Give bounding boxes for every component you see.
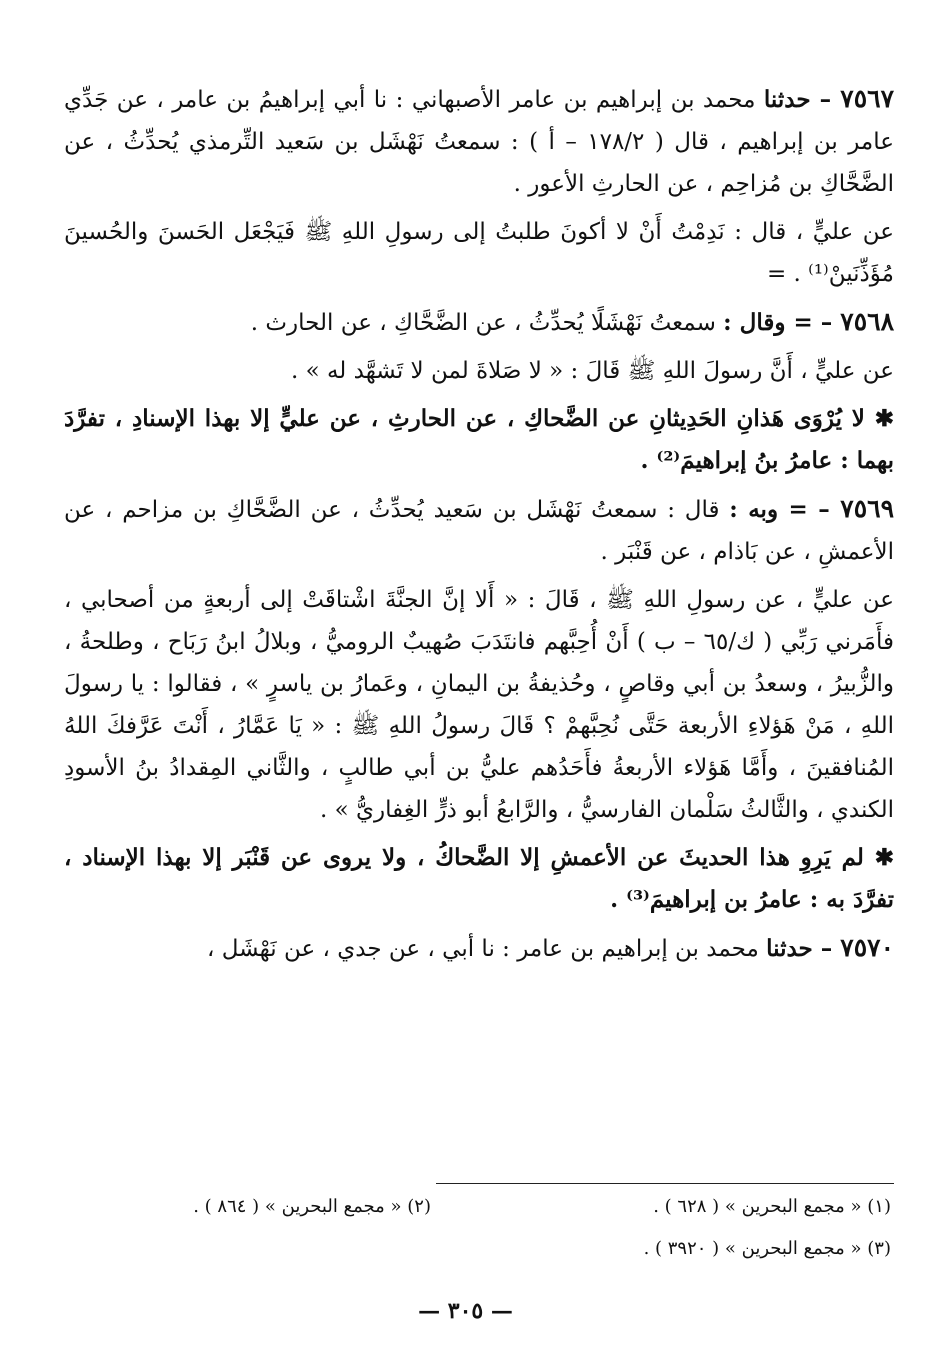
hadith-matn bbox=[64, 211, 894, 295]
hadith-matn bbox=[64, 579, 894, 831]
footnote-text: « مجمع البحرين » ( ٣٩٢٠ ) . bbox=[643, 1238, 862, 1259]
footnote bbox=[51, 1196, 431, 1217]
hadith-lead: – حدثنا bbox=[763, 86, 841, 113]
hadith-number: ٧٥٦٧ bbox=[840, 84, 894, 113]
hadith-text: عن عليٍّ ، عن رسولِ اللهِ ﷺ ، قَالَ : « أَلا إنَّ الجنَّةَ اشْتاقَتْ إلى أربعةٍ من أصحابي ، فأَمَرني رَبِّي ( ك/٦٥ – ب ) أَنْ أُحِبَّهم فانتَدَبَ صُهيبٌ الروميُّ ، وبلالُ ابنُ رَبَاح ، وطلحةُ ، والزُّبيرُ ، وسعدُ بن أبي وقاصٍ ، وحُذيفةُ بن اليمانِ ، وعَمارُ بن ياسرٍ » ، فقالوا : يا رسولَ اللهِ ، مَنْ هَؤلاءِ الأربعة حَتَّى نُحِبَّهمْ ؟ قَالَ رسولُ اللهِ ﷺ : « يَا عَمَّارُ ، أَنْتَ عَرَّفكَ اللهُ المُنافقينَ ، وأَمَّا هَؤلاء الأربعةُ فأَحَدُهم عليُّ بن أبي طالبٍ ، والثَّاني المِقدادُ بنُ الأسودِ الكندي ، والثَّالثُ سَلْمان الفارسيُّ ، والرَّابعُ أبو ذرٍّ الغِفاريُّ » . bbox=[64, 587, 894, 823]
footnote-text: « مجمع البحرين » ( ٨٦٤ ) . bbox=[193, 1196, 402, 1217]
hadith-text: عن عليٍّ ، قال : نَدِمْتُ أَنْ لا أكونَ طلبتُ إلى رسولِ اللهِ ﷺ فَيَجْعَل الحَسنَ والحُسينَ مُؤَذِّنَينْ⁽¹⁾ . = bbox=[64, 219, 894, 287]
footnote bbox=[511, 1196, 891, 1217]
hadith-text: محمد بن إبراهيم بن عامر : نا أبي ، عن جدي ، عن نَهْشَل ، bbox=[207, 936, 767, 962]
hadith-lead: – حدثنا bbox=[766, 935, 841, 962]
editor-note bbox=[64, 398, 894, 482]
footnote-mark: (١) bbox=[867, 1196, 891, 1217]
hadith-lead: – = وبه : bbox=[729, 496, 841, 523]
hadith-matn bbox=[64, 350, 894, 392]
hadith-text: قال : سمعتُ نَهْشَل بن سَعيد يُحدِّثُ ، عن الضَّحَّاكِ بن مزاحم ، عن الأعمشِ ، عن بَاذام ، عن قَنْبَر . bbox=[64, 497, 894, 565]
hadith-number: ٧٥٦٨ bbox=[840, 307, 894, 336]
hadith-text: عن عليٍّ ، أَنَّ رسولَ اللهِ ﷺ قَالَ : « لا صَلاةَ لمن لا تَشهَّد له » . bbox=[290, 358, 894, 384]
footnote-text: « مجمع البحرين » ( ٦٢٨ ) . bbox=[653, 1196, 862, 1217]
hadith-paragraph bbox=[64, 488, 894, 573]
hadith-lead: – = وقال : bbox=[723, 309, 841, 336]
hadith-text: محمد بن إبراهيم بن عامر الأصبهاني : نا أبي إبراهيمُ بن عامر ، عن جَدِّي عامر بن إبراهيم ، قال ( ١٧٨/٢ – أ ) : سمعتُ نَهْشَل بن سَعيد التِّرمذي يُحدِّثُ ، عن الضَّحَّاكِ بن مُزاحِم ، عن الحارثِ الأعور . bbox=[64, 87, 894, 197]
note-text: ✱ لا يُرْوَى هَذانِ الحَدِيثانِ عن الضَّحاكِ ، عن الحارثِ ، عن عليٍّ إلا بهذا الإسنادِ ، تفرَّدَ بهما : عامرُ بنُ إبراهيمَ⁽²⁾ . bbox=[64, 405, 894, 474]
hadith-number: ٧٥٦٩ bbox=[840, 494, 894, 523]
footnote bbox=[511, 1238, 891, 1259]
hadith-paragraph bbox=[64, 78, 894, 205]
hadith-paragraph bbox=[64, 927, 894, 970]
hadith-text: سمعتُ نَهْشَلًا يُحدِّثُ ، عن الضَّحَّاكِ ، عن الحارث . bbox=[250, 310, 724, 336]
hadith-paragraph bbox=[64, 301, 894, 344]
page-body bbox=[64, 78, 894, 976]
footnote-mark: (٢) bbox=[407, 1196, 431, 1217]
editor-note bbox=[64, 837, 894, 921]
footnote-mark: (٣) bbox=[867, 1238, 891, 1259]
note-text: ✱ لم يَرِوِ هذا الحديثَ عن الأعمشِ إلا الضَّحاكُ ، ولا يروى عن قَنْبَر إلا بهذا الإسناد ، تفرَّدَ به : عامرُ بن إبراهيمَ⁽³⁾ . bbox=[64, 844, 894, 913]
page-number: — ٣٠٥ — bbox=[418, 1298, 513, 1324]
footnote-divider bbox=[436, 1183, 894, 1184]
hadith-number: ٧٥٧٠ bbox=[840, 933, 894, 962]
